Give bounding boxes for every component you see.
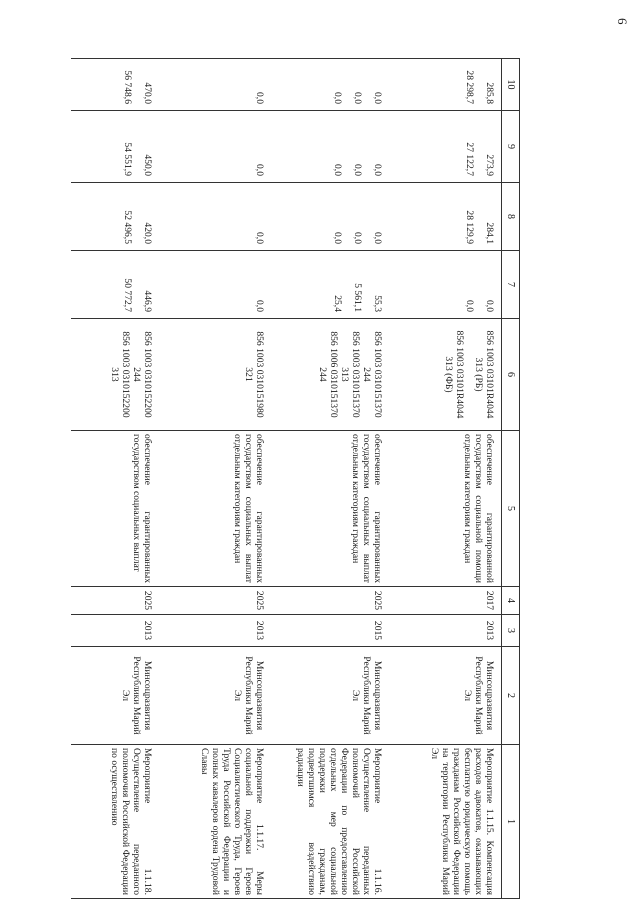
cell-activity-name: Мероприятие 1.1.17. Меры социальной поддержки Героев Социалистического Труда, Героев Труда Российской Федерации и полных кавалеров ордена Трудовой Славы — [160, 745, 272, 899]
value: 56 748,6 — [122, 70, 134, 104]
cell-col7 — [72, 251, 160, 319]
column-number: 4 — [502, 587, 520, 615]
cell-end-year: 2025 — [272, 587, 390, 615]
budget-code: 321 — [243, 367, 255, 382]
budget-code: 856 1003 0310151980 — [254, 331, 266, 418]
value: 0,0 — [332, 92, 344, 104]
value: 0,0 — [352, 92, 364, 104]
column-number: 5 — [502, 431, 520, 587]
cell-responsible: Минсоцразвития Республики Марий Эл — [390, 647, 502, 745]
budget-code: 313 — [109, 367, 121, 382]
value: 0,0 — [254, 232, 266, 244]
cell-budget-code — [160, 319, 272, 431]
cell-end-year: 2025 — [72, 587, 160, 615]
cell-responsible: Минсоцразвития Республики Марий Эл — [160, 647, 272, 745]
cell-col9 — [272, 111, 390, 183]
value: 0,0 — [352, 164, 364, 176]
rotated-sheet — [20, 0, 639, 900]
budget-code: 856 1003 03101R4044 — [484, 330, 495, 419]
value: 28 298,7 — [464, 70, 475, 104]
budget-code: 856 1003 0310152200 — [120, 331, 132, 418]
value: 420,0 — [142, 222, 154, 244]
program-table — [72, 58, 521, 899]
value: 0,0 — [254, 300, 266, 312]
cell-start-year: 2013 — [160, 615, 272, 647]
cell-col8 — [272, 183, 390, 251]
budget-code: 244 — [131, 367, 143, 382]
table-row — [72, 59, 160, 899]
cell-start-year: 2015 — [272, 615, 390, 647]
cell-activity-name: Мероприятие 1.1.18. Осуществление переданного полномочия Российской Федерации по осуществлению — [72, 745, 160, 899]
column-number: 10 — [502, 59, 520, 111]
cell-activity-name: Мероприятие 1.1.15. Компенсация расходов адвокатов, оказывающих бесплатную юридическую помощь гражданам Российской Федерации на территории Республики Марий Эл — [390, 745, 502, 899]
column-number: 3 — [502, 615, 520, 647]
cell-end-year: 2017 — [390, 587, 502, 615]
value: 0,0 — [254, 164, 266, 176]
value: 52 496,5 — [122, 210, 134, 244]
cell-direction: обеспечение гарантированной государством социальной помощи отдельным категориям граждан — [390, 431, 502, 587]
value: 0,0 — [372, 164, 384, 176]
value: 25,4 — [332, 295, 344, 312]
cell-responsible: Минсоцразвития Республики Марий Эл — [72, 647, 160, 745]
table-row — [160, 59, 272, 899]
column-number: 7 — [502, 251, 520, 319]
cell-col10 — [72, 59, 160, 111]
value: 0,0 — [372, 92, 384, 104]
column-number: 2 — [502, 647, 520, 745]
value: 27 122,7 — [464, 142, 475, 176]
value: 50 772,7 — [122, 278, 134, 312]
value: 446,9 — [142, 290, 154, 312]
cell-activity-name: Мероприятие 1.1.16. Осуществление переданных полномочий Российской Федерации по предоставлению отдельных мер социальной поддержки гражданам, подвергшимся воздействию радиации — [272, 745, 390, 899]
value: 0,0 — [352, 232, 364, 244]
cell-direction: обеспечение гарантированных государством социальных выплат отдельным категориям граждан — [272, 431, 390, 587]
cell-col10 — [272, 59, 390, 111]
budget-code: 856 1006 0310151370 — [328, 331, 340, 418]
value: 54 551,9 — [122, 142, 134, 176]
value: 0,0 — [464, 300, 475, 312]
value: 0,0 — [484, 300, 495, 312]
column-number: 6 — [502, 319, 520, 431]
cell-start-year: 2013 — [390, 615, 502, 647]
value: 0,0 — [332, 232, 344, 244]
budget-code: 313 — [339, 367, 351, 382]
column-number: 9 — [502, 111, 520, 183]
cell-start-year: 2013 — [72, 615, 160, 647]
cell-col8 — [160, 183, 272, 251]
cell-col9 — [72, 111, 160, 183]
page-number: 6 — [615, 18, 630, 25]
cell-col9 — [390, 111, 502, 183]
budget-code: 313 (РБ) — [472, 357, 484, 392]
cell-budget-code — [390, 319, 502, 431]
cell-direction: обеспечение гарантированных государством социальных выплат отдельным категориям граждан — [160, 431, 272, 587]
value: 0,0 — [254, 92, 266, 104]
cell-direction: обеспечение гарантированных государством социальных выплат — [72, 431, 160, 587]
value: 5 561,1 — [352, 283, 364, 312]
budget-code: 856 1003 0310151370 — [372, 331, 384, 418]
budget-code: 244 — [361, 367, 373, 382]
column-number: 8 — [502, 183, 520, 251]
value: 285,8 — [484, 82, 495, 104]
table-row — [272, 59, 390, 899]
budget-code: 244 — [317, 367, 329, 382]
cell-end-year: 2025 — [160, 587, 272, 615]
cell-budget-code — [72, 319, 160, 431]
cell-col7 — [160, 251, 272, 319]
value: 450,0 — [142, 154, 154, 176]
cell-col8 — [390, 183, 502, 251]
column-number: 1 — [502, 745, 520, 899]
budget-code: 856 1003 0310151370 — [350, 331, 362, 418]
cell-col7 — [390, 251, 502, 319]
cell-col10 — [160, 59, 272, 111]
value: 0,0 — [372, 232, 384, 244]
cell-responsible: Минсоцразвития Республики Марий Эл — [272, 647, 390, 745]
value: 55,3 — [372, 295, 384, 312]
budget-code: 313 (ФБ) — [442, 356, 454, 393]
value: 284,1 — [484, 222, 495, 244]
cell-budget-code — [272, 319, 390, 431]
budget-code: 856 1003 0310152200 — [142, 331, 154, 418]
table-row — [390, 59, 502, 899]
cell-col7 — [272, 251, 390, 319]
budget-code: 856 1003 03101R4044 — [453, 330, 465, 419]
value: 28 129,9 — [464, 210, 475, 244]
value: 273,9 — [484, 154, 495, 176]
cell-col10 — [390, 59, 502, 111]
column-header-row — [502, 59, 520, 899]
value: 0,0 — [332, 164, 344, 176]
value: 470,0 — [142, 82, 154, 104]
cell-col8 — [72, 183, 160, 251]
cell-col9 — [160, 111, 272, 183]
